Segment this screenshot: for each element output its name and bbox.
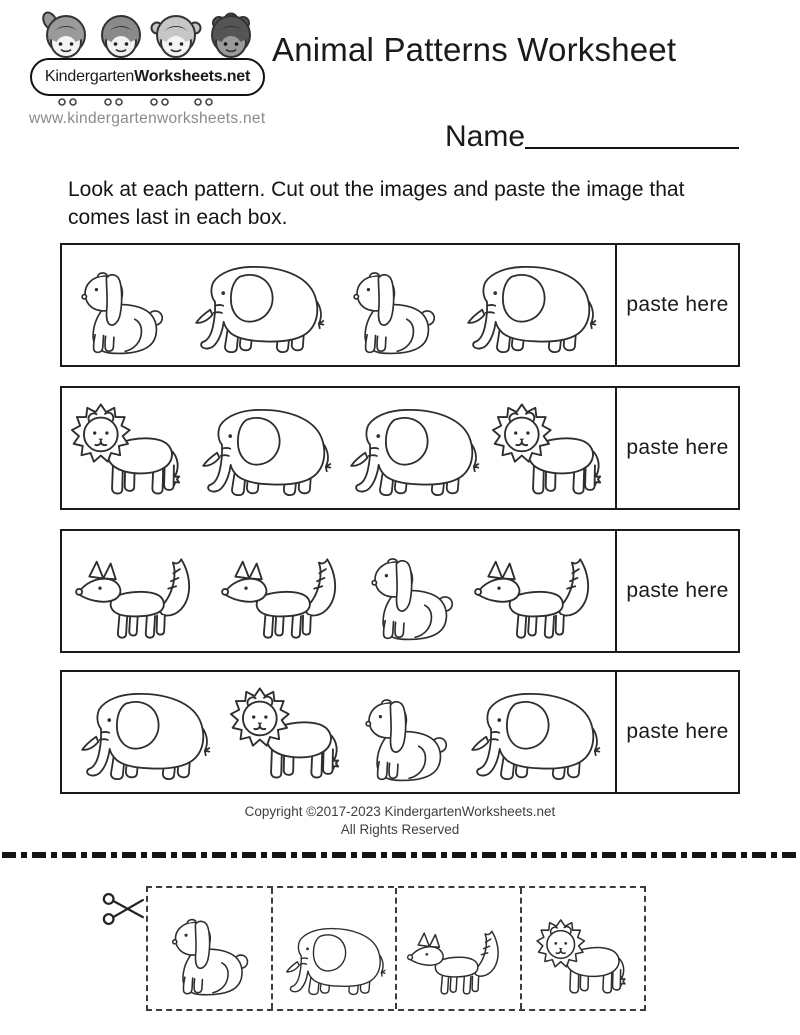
rights-line: All Rights Reserved xyxy=(340,821,460,837)
pattern-sequence xyxy=(62,388,615,508)
copyright-line: Copyright ©2017-2023 KindergartenWorksheets.net xyxy=(244,804,556,819)
rabbit-drawing xyxy=(365,554,457,644)
kids-feet xyxy=(46,96,226,108)
rabbit-icon xyxy=(166,915,252,999)
pattern-sequence xyxy=(62,531,615,651)
elephant-drawing xyxy=(457,257,602,358)
paste-here-box xyxy=(615,245,738,365)
kids-illustration xyxy=(28,5,256,63)
logo-banner xyxy=(30,58,265,96)
paste-here-label: paste here xyxy=(626,293,729,316)
pattern-row-3 xyxy=(60,529,740,653)
fox-icon xyxy=(406,923,510,999)
fox-icon xyxy=(473,549,603,644)
fox-drawing xyxy=(220,549,350,644)
paste-here-box xyxy=(615,672,738,792)
name-label: Name xyxy=(445,120,526,153)
pattern-sequence xyxy=(62,672,615,792)
dashed-cut-line xyxy=(2,852,798,858)
rabbit-drawing xyxy=(347,268,439,358)
elephant-icon xyxy=(278,921,390,999)
elephant-drawing xyxy=(278,921,390,999)
fox-drawing xyxy=(406,923,510,999)
rabbit-icon xyxy=(365,554,457,644)
pattern-sequence xyxy=(62,245,615,365)
instructions-line-2: comes last in each box. xyxy=(68,206,288,229)
lion-drawing xyxy=(67,396,189,501)
fox-drawing xyxy=(74,549,204,644)
pattern-row-4 xyxy=(60,670,740,794)
paste-here-label: paste here xyxy=(626,720,729,743)
website-url: www.kindergartenworksheets.net xyxy=(29,110,266,127)
name-line xyxy=(445,120,739,154)
lion-icon xyxy=(533,913,633,999)
cutout-cell-lion xyxy=(522,888,645,1009)
paste-here-label: paste here xyxy=(626,579,729,602)
instructions-line-1: Look at each pattern. Cut out the images and paste the image that xyxy=(68,178,685,201)
pattern-row-2 xyxy=(60,386,740,510)
elephant-icon xyxy=(185,257,330,358)
instructions xyxy=(68,176,684,232)
elephant-icon xyxy=(192,400,337,501)
elephant-drawing xyxy=(185,257,330,358)
lion-icon xyxy=(67,396,189,501)
elephant-icon xyxy=(71,684,216,785)
kid-boy-curly xyxy=(212,14,250,58)
name-blank-line xyxy=(525,147,739,149)
elephant-drawing xyxy=(71,684,216,785)
elephant-drawing xyxy=(461,684,606,785)
cutout-cell-rabbit xyxy=(148,888,273,1009)
kid-girl-pigtails xyxy=(152,16,201,57)
brand-regular: Kindergarten xyxy=(44,68,135,85)
cutout-cell-fox xyxy=(397,888,522,1009)
copyright xyxy=(0,803,800,838)
page-title: Animal Patterns Worksheet xyxy=(272,31,677,68)
elephant-drawing xyxy=(192,400,337,501)
lion-drawing xyxy=(226,680,348,785)
rabbit-drawing xyxy=(359,695,451,785)
rabbit-drawing xyxy=(166,915,252,999)
brand-bold: Worksheets.net xyxy=(134,68,251,85)
cutout-strip xyxy=(146,886,646,1011)
elephant-icon xyxy=(340,400,485,501)
fox-icon xyxy=(220,549,350,644)
lion-icon xyxy=(488,396,610,501)
scissors-icon xyxy=(102,888,148,930)
elephant-icon xyxy=(461,684,606,785)
rabbit-icon xyxy=(359,695,451,785)
lion-drawing xyxy=(488,396,610,501)
lion-icon xyxy=(226,680,348,785)
paste-here-box xyxy=(615,531,738,651)
kid-boy xyxy=(102,16,140,57)
rabbit-icon xyxy=(75,268,167,358)
elephant-drawing xyxy=(340,400,485,501)
elephant-icon xyxy=(457,257,602,358)
cutout-cell-elephant xyxy=(273,888,398,1009)
rabbit-drawing xyxy=(75,268,167,358)
fox-icon xyxy=(74,549,204,644)
paste-here-label: paste here xyxy=(626,436,729,459)
rabbit-icon xyxy=(347,268,439,358)
paste-here-box xyxy=(615,388,738,508)
pattern-row-1 xyxy=(60,243,740,367)
lion-drawing xyxy=(533,913,633,999)
kid-girl-ponytail xyxy=(40,10,85,57)
fox-drawing xyxy=(473,549,603,644)
